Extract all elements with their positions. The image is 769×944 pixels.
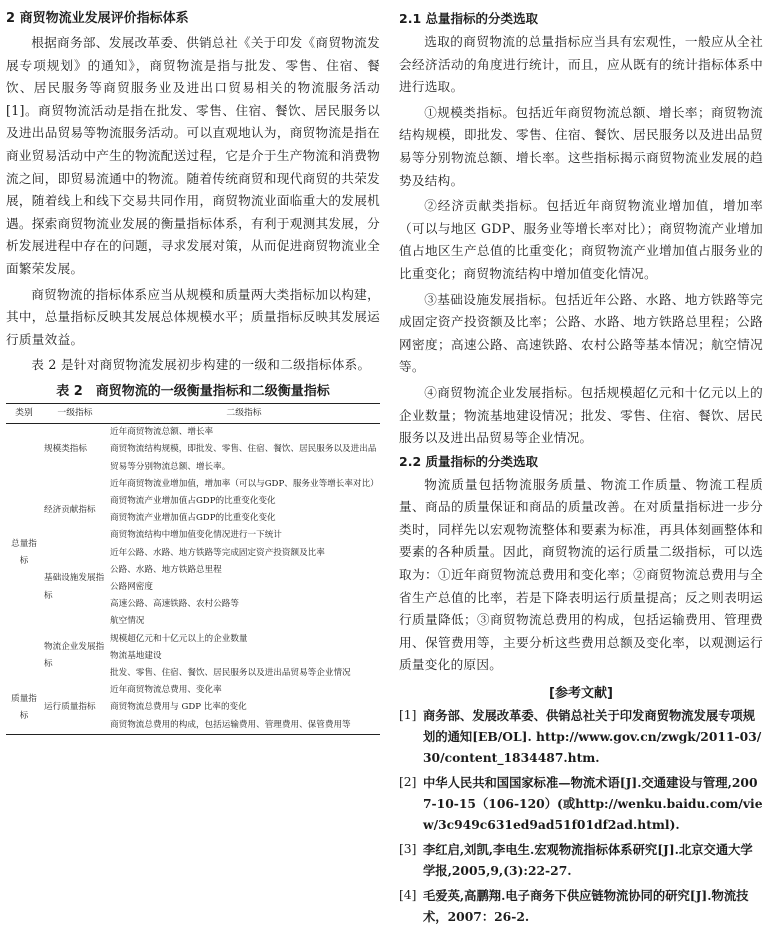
reference-number: [2]	[399, 775, 417, 790]
reference-item	[399, 885, 763, 927]
reference-text: 商务部、发展改革委、供销总社关于印发商贸物流发展专项规划的通知[EB/OL]. http://www.gov.cn/zwgk/2011-03/30/content_1834487.htm.	[423, 708, 762, 766]
level1-cell: 基础设施发展指标	[44, 573, 105, 601]
level2-cell: 商贸物流总费用与 GDP 比率的变化	[110, 702, 247, 713]
level2-cell: 近年商贸物流业增加值，增加率（可以与GDP、服务业等增长率对比）	[110, 478, 379, 489]
reference-list	[399, 705, 763, 927]
reference-item	[399, 772, 763, 835]
reference-item	[399, 705, 763, 768]
header-level2: 二级指标	[108, 403, 380, 423]
reference-item	[399, 839, 763, 881]
header-category: 类别	[6, 403, 42, 423]
section-heading: 2 商贸物流业发展评价指标体系	[6, 11, 189, 26]
table-row	[6, 424, 380, 442]
category-cell: 质量指标	[6, 682, 42, 734]
body-paragraph: 选取的商贸物流的总量指标应当具有宏观性，一般应从全社会经济活动的角度进行统计，而且，应从既有的统计指标体系中进行选取。	[399, 34, 763, 95]
level2-cell: 近年商贸物流总费用、变化率	[110, 685, 222, 696]
body-paragraph: ④商贸物流企业发展指标。包括规模超亿元和十亿元以上的企业数量；物流基地建设情况；批发、零售、住宿、餐饮、居民服务以及进出品贸易等企业情况。	[399, 384, 763, 446]
right-column	[399, 10, 763, 931]
table-caption: 表 2 商贸物流的一级衡量指标和二级衡量指标	[56, 383, 330, 399]
level2-cell: 近年公路、水路、地方铁路等完成固定资产投资额及比率	[110, 547, 325, 558]
table-row	[6, 631, 380, 648]
level1-cell: 物流企业发展指标	[44, 642, 105, 670]
table-row	[6, 682, 380, 699]
header-level1: 一级指标	[42, 403, 108, 423]
reference-text: 毛爱英,高鹏翔.电子商务下供应链物流协同的研究[J].物流技术，2007：26-2.	[423, 888, 749, 925]
level2-cell: 商贸物流产业增加值占GDP的比重变化变化	[110, 495, 276, 506]
body-paragraph: 物流质量包括物流服务质量、物流工作质量、物流工程质量、商品的质量保证和商品的质量改善。在对质量指标进一步分类时，同样先以宏观物流整体和要素为标准，再具体刻画整体和要素的各种质量。因此，商贸物流的运行质量二级指标，可以选取为：①近年商贸物流总费用和变化率；②商贸物流总费用与全省生产总值的比率，若是下降表明运行质量提高；反之则表明运行质量降低；③商贸物流总费用的构成，包括运输费用、管理费用、保管费用等，主要分析这些费用总额及变化率，以观测运行质量变化的原因。	[399, 476, 763, 673]
category-cell: 总量指标	[11, 538, 37, 567]
level2-cell: 近年商贸物流总额、增长率	[110, 427, 214, 438]
left-column	[6, 10, 380, 735]
level2-cell: 公路、水路、地方铁路总里程	[110, 564, 222, 575]
reference-text: 李红启,刘凯,李电生.宏观物流指标体系研究[J].北京交通大学学报,2005,9,(3):22-27.	[423, 842, 753, 879]
body-paragraph: ②经济贡献类指标。包括近年商贸物流业增加值，增加率（可以与地区 GDP、服务业等增长率对比）；商贸物流产业增加值占地区生产总值的比重变化；商贸物流产业增加值占服务业的比重变化；商贸物流结构中增加值变化情况。	[399, 198, 763, 281]
body-paragraph: 表 2 是针对商贸物流发展初步构建的一级和二级指标体系。	[31, 357, 371, 373]
table-row	[6, 476, 380, 493]
level2-cell: 商贸物流产业增加值占GDP的比重变化变化	[110, 513, 276, 524]
table-header-row	[6, 403, 380, 423]
level2-cell: 商贸物流结构规模，即批发、零售、住宿、餐饮、居民服务以及进出品贸易等分别物流总额、增长率。	[110, 444, 377, 472]
indicator-table	[6, 403, 380, 735]
body-paragraph: ①规模类指标。包括近年商贸物流总额、增长率；商贸物流结构规模，即批发、零售、住宿、餐饮、居民服务以及进出品贸易等分别物流总额、增长率。这些指标揭示商贸物流业发展的趋势及结构。	[399, 104, 763, 188]
subsection-heading: 2.1 总量指标的分类选取	[399, 11, 538, 26]
level1-cell: 规模类指标	[44, 444, 87, 455]
reference-number: [4]	[399, 888, 417, 903]
level2-cell: 规模超亿元和十亿元以上的企业数量	[110, 633, 248, 644]
level1-cell: 经济贡献指标	[44, 504, 96, 515]
level2-cell: 航空情况	[110, 616, 145, 627]
body-paragraph: 根据商务部、发展改革委、供销总社《关于印发《商贸物流发展专项规划》的通知》，商贸物流是指与批发、零售、住宿、餐饮、居民服务等商贸服务业及进出口贸易相关的物流服务活动[1]。商贸物流活动是指在批发、零售、住宿、餐饮、居民服务以及进出品贸易等物流服务活动。可以直观地认为，商贸物流是指在商业贸易活动中产生的物流配送过程，它是介于生产物流和消费物流之间，即贸易流通中的物流。随着传统商贸和现代商贸的共荣发展，随着线上和线下交易共同作用，商贸物流业面临重大的发展机遇。探索商贸物流业发展的衡量指标体系，有利于观测其发展，分析发展进程中存在的问题，寻求发展对策，从而促进商贸物流业全面繁荣发展。	[6, 35, 380, 276]
references-title: [参考文献]	[549, 686, 613, 702]
body-paragraph: ③基础设施发展指标。包括近年公路、水路、地方铁路等完成固定资产投资额及比率；公路、水路、地方铁路总里程；公路网密度；高速公路、高速铁路、农村公路等基本情况；航空情况等。	[399, 291, 763, 375]
reference-number: [1]	[399, 708, 417, 723]
level2-cell: 批发、零售、住宿、餐饮、居民服务以及进出品贸易等企业情况	[110, 667, 351, 678]
level2-cell: 高速公路、高速铁路、农村公路等	[110, 599, 239, 610]
level2-cell: 商贸物流结构中增加值变化情况进行一下统计	[110, 530, 282, 541]
reference-number: [3]	[399, 842, 417, 857]
reference-text: 中华人民共和国国家标准—物流术语[J].交通建设与管理,2007-10-15（106-120）(或http://wenku.baidu.com/view/3c949c631ed9ad51f01df2ad.html).	[423, 775, 763, 833]
subsection-heading: 2.2 质量指标的分类选取	[399, 453, 538, 469]
level2-cell: 商贸物流总费用的构成，包括运输费用、管理费用、保管费用等	[108, 717, 380, 735]
level2-cell: 物流基地建设	[110, 650, 162, 661]
level2-cell: 公路网密度	[110, 581, 153, 592]
level1-cell: 运行质量指标	[42, 682, 108, 734]
body-paragraph: 商贸物流的指标体系应当从规模和质量两大类指标加以构建，其中，总量指标反映其发展总体规模水平；质量指标反映其发展运行质量效益。	[6, 286, 380, 347]
table-row	[6, 545, 380, 562]
